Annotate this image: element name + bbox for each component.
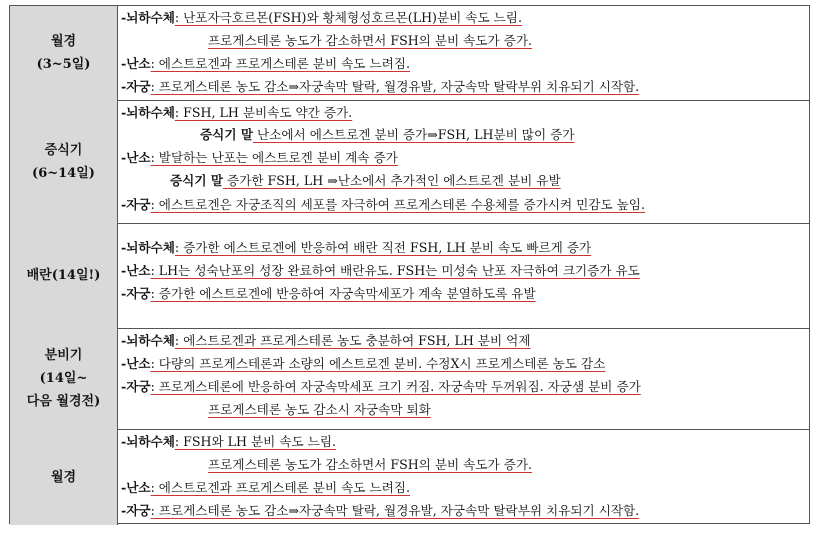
description-text: : 난포자극호르몬(FSH)와 황체형성호르몬(LH)분비 속도 느림.: [174, 10, 522, 25]
phase-label: (6~14일): [32, 165, 95, 181]
phase-cell: [10, 223, 118, 328]
table-row: [10, 429, 809, 525]
table-row: [10, 328, 809, 430]
description-text: : 프로게스테론 농도 감소⇒자궁속막 탈락, 월경유발, 자궁속막 탈락부위 치유되기 시작함.: [150, 79, 640, 94]
phase-label: 분비기: [44, 348, 83, 363]
description-text: : LH는 성숙난포의 성장 완료하여 배란유도. FSH는 미성숙 난포 자극하여 크기증가 유도: [150, 263, 640, 278]
organ-label: -자궁: [121, 286, 151, 301]
description-line: [121, 103, 809, 123]
description-text: : 증가한 에스트로겐에 반응하여 자궁속막세포가 계속 분열하도록 유발: [150, 286, 536, 301]
description-line: [121, 284, 809, 304]
description-line: [121, 195, 809, 215]
description-line: [121, 261, 809, 281]
description-cell: [118, 223, 809, 328]
description-text: 프로게스테론 농도가 감소하면서 FSH의 분비 속도가 증가.: [208, 33, 533, 48]
organ-label: -뇌하수체: [121, 240, 175, 255]
organ-label: -자궁: [121, 379, 151, 394]
phase-cell: [10, 6, 118, 100]
description-line: [200, 125, 809, 145]
description-text: : 에스트로겐과 프로게스테론 분비 속도 느려짐.: [150, 480, 410, 495]
phase-label: 월경: [50, 469, 77, 485]
description-text: : 에스트로겐과 프로게스테론 분비 속도 느려짐.: [150, 56, 410, 71]
description-line: [121, 501, 809, 521]
description-text: : 프로게스테론에 반응하여 자궁속막세포 크기 커짐. 자궁속막 두꺼워짐. 자궁샘 분비 증가: [150, 379, 641, 394]
phase-label: 배란(14일!): [26, 268, 101, 283]
phase-cell: [10, 429, 118, 525]
description-line: [121, 148, 809, 168]
description-line: [121, 432, 809, 452]
phase-cell: [10, 100, 118, 223]
description-cell: [118, 100, 809, 223]
description-line: [170, 171, 809, 191]
phase-label: 다음 월경전): [26, 394, 101, 409]
description-line: [208, 31, 809, 51]
description-line: [121, 54, 809, 74]
organ-label: -난소: [121, 150, 151, 165]
sub-phase-label: 증식기 말: [200, 127, 254, 142]
description-text: 프로게스테론 농도 감소시 자궁속막 퇴화: [208, 402, 431, 417]
organ-label: -난소: [121, 356, 151, 371]
description-line: [121, 331, 809, 351]
description-text: 난소에서 에스트로겐 분비 증가⇒FSH, LH분비 많이 증가: [253, 127, 575, 142]
organ-label: -자궁: [121, 503, 151, 518]
description-line: [208, 400, 809, 420]
table-row: [10, 6, 809, 101]
description-text: : 다량의 프로게스테론과 소량의 에스트로겐 분비. 수정X시 프로게스테론 농도 감소: [150, 356, 606, 371]
description-line: [121, 8, 809, 28]
organ-label: -난소: [121, 480, 151, 495]
description-text: : 에스트로겐과 프로게스테론 농도 충분하여 FSH, LH 분비 억제: [174, 333, 531, 348]
organ-label: -뇌하수체: [121, 105, 175, 120]
description-line: [208, 455, 809, 475]
organ-label: -자궁: [121, 197, 151, 212]
menstrual-cycle-table: [9, 5, 810, 524]
organ-label: -난소: [121, 56, 151, 71]
description-text: : FSH와 LH 분비 속도 느림.: [174, 434, 337, 449]
description-text: : 프로게스테론 농도 감소⇒자궁속막 탈락, 월경유발, 자궁속막 탈락부위 치유되기 시작함.: [150, 503, 640, 518]
table-row: [10, 223, 809, 329]
description-text: : FSH, LH 분비속도 약간 증가.: [174, 105, 353, 120]
organ-label: -난소: [121, 263, 151, 278]
description-line: [121, 77, 809, 97]
description-text: 증가한 FSH, LH ⇒난소에서 추가적인 에스트로겐 분비 유발: [223, 173, 561, 188]
description-text: : 에스트로겐은 자궁조직의 세포를 자극하여 프로게스테론 수용체를 증가시켜 민감도 높임.: [150, 197, 645, 212]
organ-label: -뇌하수체: [121, 434, 175, 449]
phase-label: 증식기: [44, 142, 83, 158]
description-text: : 증가한 에스트로겐에 반응하여 배란 직전 FSH, LH 분비 속도 빠르게 증가: [174, 240, 592, 255]
organ-label: -뇌하수체: [121, 10, 175, 25]
description-line: [121, 478, 809, 498]
phase-label: 월경: [50, 34, 77, 49]
description-cell: [118, 328, 809, 429]
description-text: : 발달하는 난포는 에스트로겐 분비 계속 증가: [150, 150, 398, 165]
phase-label: (14일~: [39, 371, 88, 386]
description-cell: [118, 429, 809, 525]
description-cell: [118, 6, 809, 100]
phase-cell: [10, 328, 118, 429]
organ-label: -자궁: [121, 79, 151, 94]
organ-label: -뇌하수체: [121, 333, 175, 348]
description-line: [121, 377, 809, 397]
description-text: 프로게스테론 농도가 감소하면서 FSH의 분비 속도가 증가.: [208, 457, 533, 472]
phase-label: (3~5일): [36, 57, 91, 72]
description-line: [121, 238, 809, 258]
sub-phase-label: 증식기 말: [170, 173, 224, 188]
table-row: [10, 100, 809, 224]
description-line: [121, 354, 809, 374]
